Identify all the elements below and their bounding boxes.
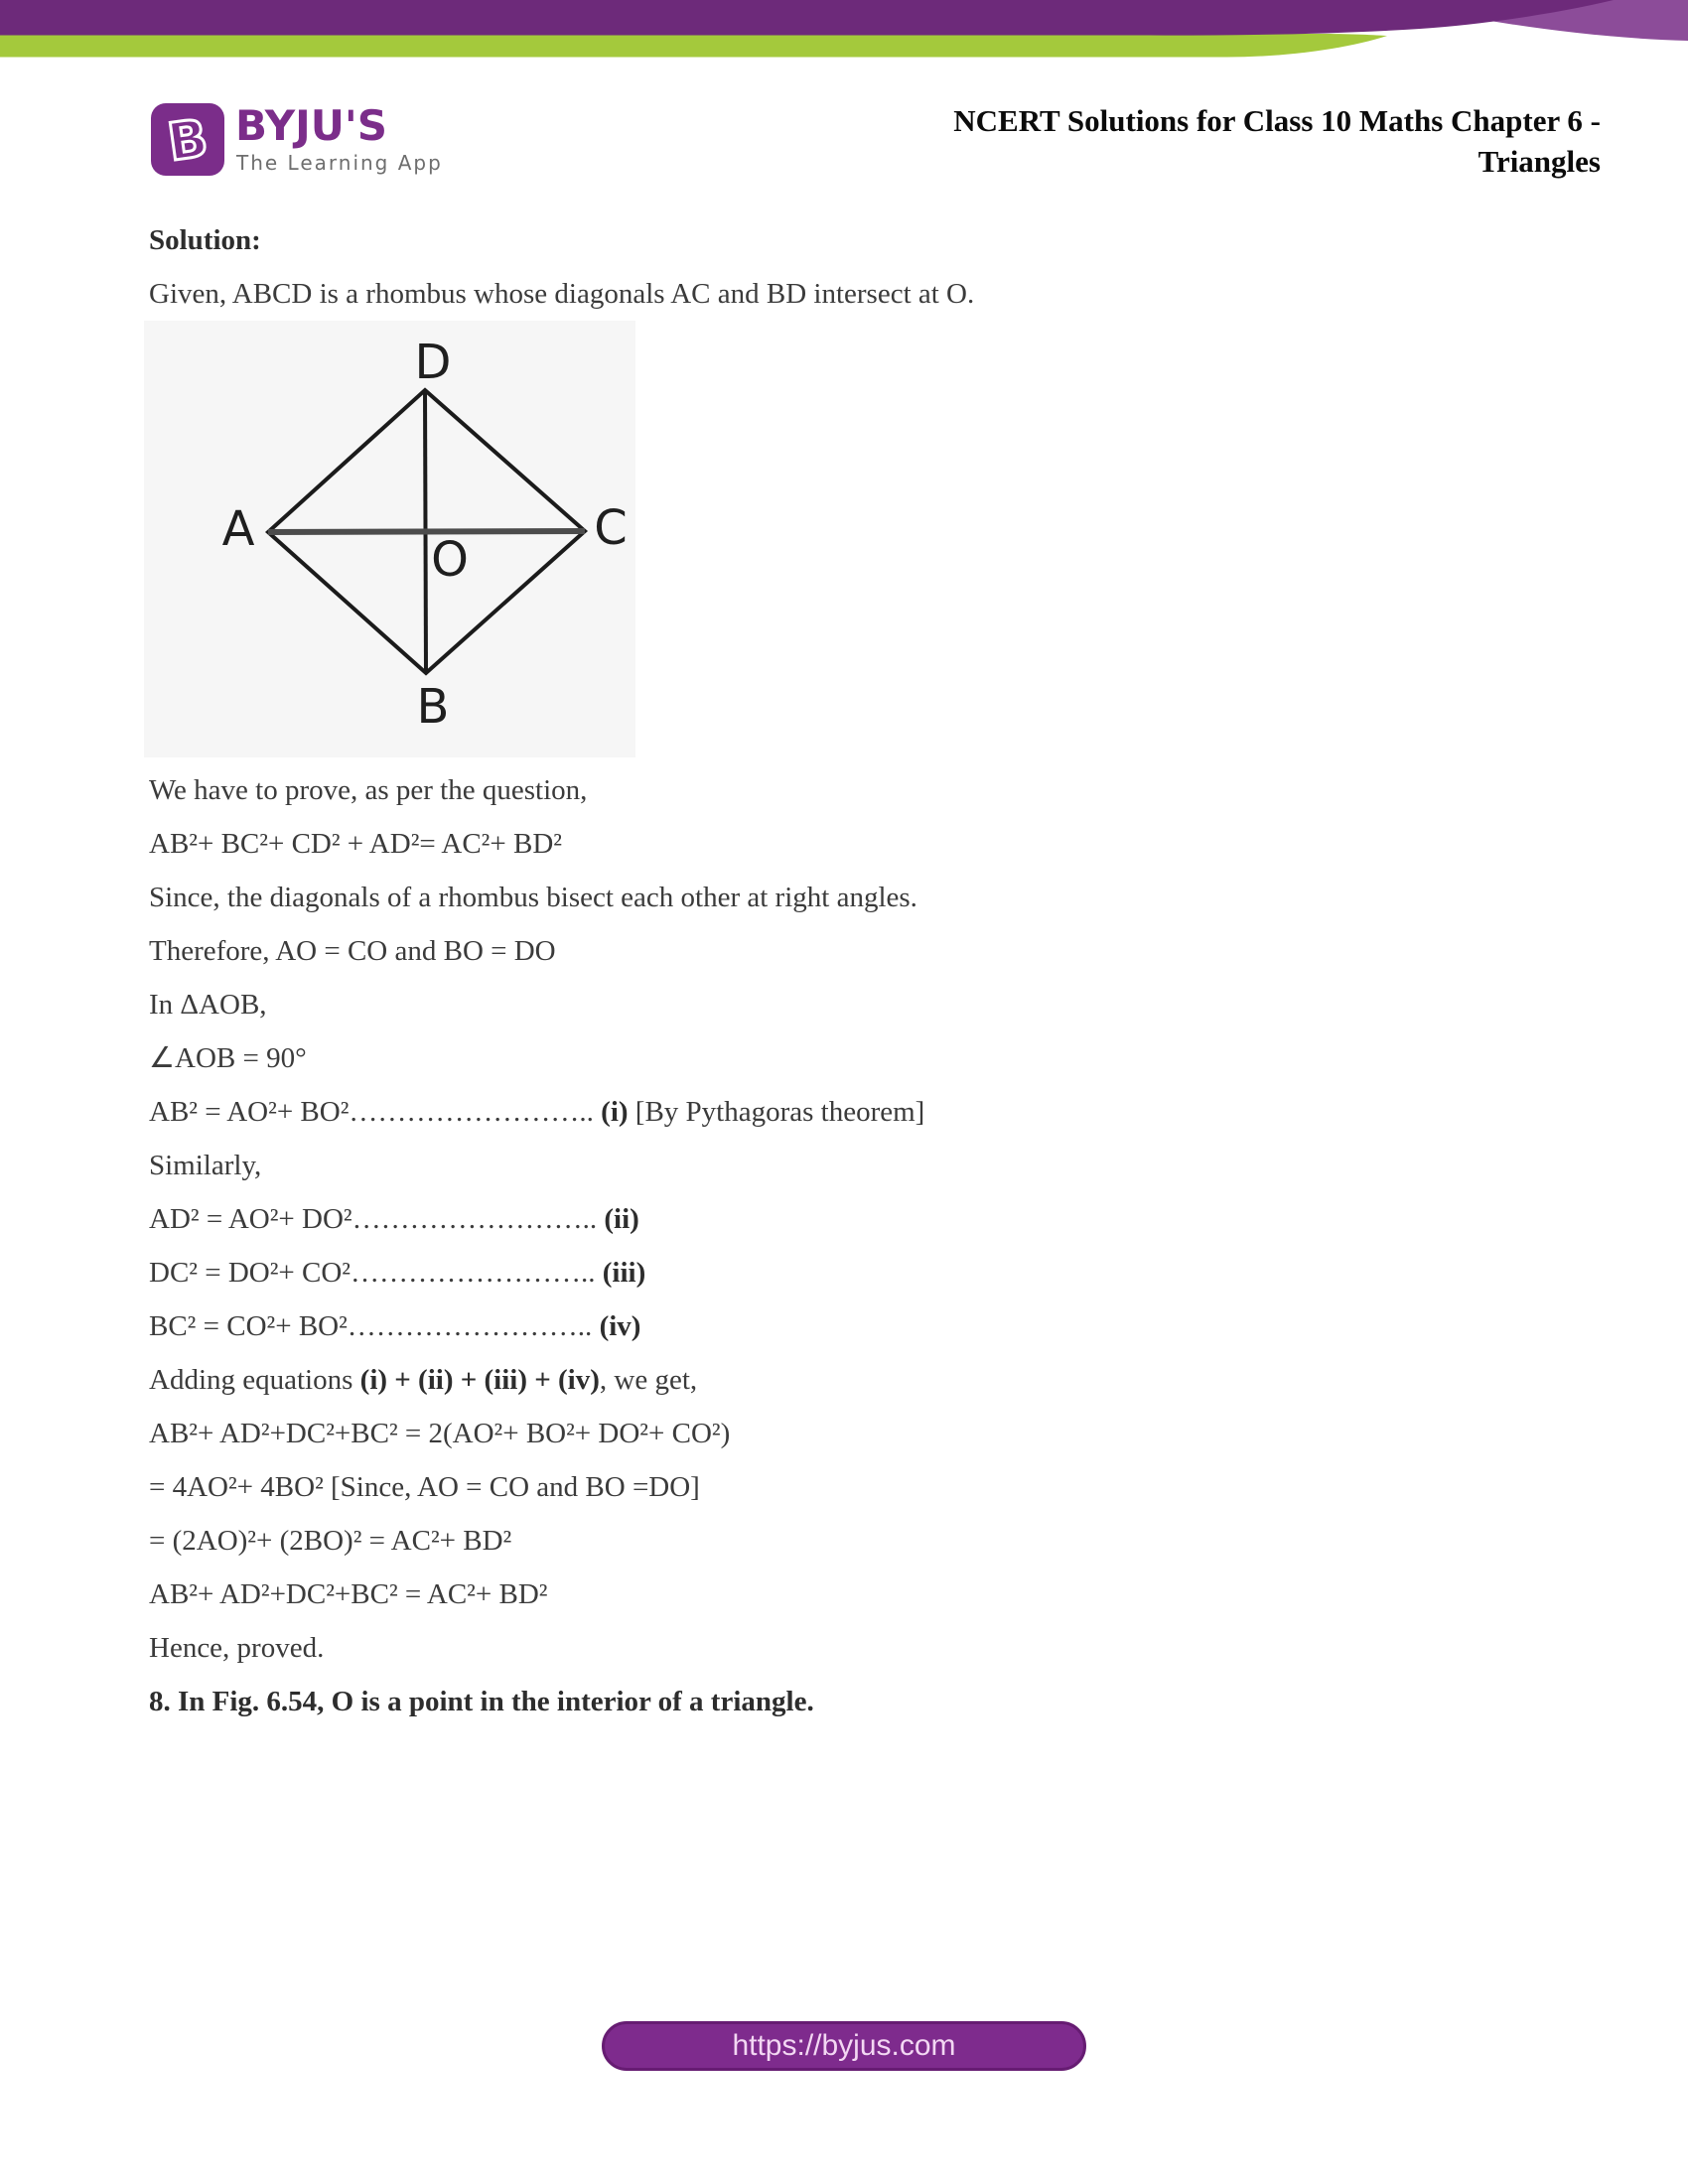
text-block-top <box>149 213 1569 321</box>
text-line: = 4AO²+ 4BO² [Since, AO = CO and BO =DO] <box>149 1471 700 1503</box>
vertex-label-b: B <box>416 679 450 735</box>
rhombus-diagram <box>144 321 635 757</box>
solution-content <box>149 213 1569 1728</box>
logo-brand: BYJU'S <box>235 101 387 150</box>
text-line: Since, the diagonals of a rhombus bisect each other at right angles. <box>149 882 917 913</box>
byjus-url-label: https://byjus.com <box>732 2029 956 2062</box>
text-line: = (2AO)²+ (2BO)² = AC²+ BD² <box>149 1525 512 1557</box>
vertex-label-c: C <box>594 500 628 556</box>
text-line: BC² = CO²+ BO²…………………….. (iv) <box>149 1310 641 1342</box>
text-line: We have to prove, as per the question, <box>149 774 588 806</box>
header-banner <box>0 0 1688 89</box>
vertex-label-d: D <box>414 335 452 390</box>
rhombus-figure <box>144 321 635 757</box>
text-line: Similarly, <box>149 1150 262 1181</box>
byjus-b-letter: B <box>164 108 211 174</box>
text-line: DC² = DO²+ CO²…………………….. (iii) <box>149 1257 646 1289</box>
page-title-line2: Triangles <box>1477 144 1601 179</box>
diagonal-ac <box>268 531 585 532</box>
text-line: ∠AOB = 90° <box>149 1042 307 1074</box>
text-line: Given, ABCD is a rhombus whose diagonals AC and BD intersect at O. <box>149 278 975 310</box>
header-swoosh-dark-purple <box>0 0 1614 36</box>
text-block-bottom <box>149 763 1569 1728</box>
text-line: AB² = AO²+ BO²…………………….. (i) [By Pythagoras theorem] <box>149 1096 925 1128</box>
page-title <box>953 100 1601 182</box>
vertex-label-a: A <box>221 501 255 557</box>
text-line: AD² = AO²+ DO²…………………….. (ii) <box>149 1203 639 1235</box>
text-line: Hence, proved. <box>149 1632 325 1664</box>
byjus-logo <box>150 102 468 182</box>
text-line: AB²+ AD²+DC²+BC² = 2(AO²+ BO²+ DO²+ CO²) <box>149 1418 731 1449</box>
text-line: AB²+ BC²+ CD² + AD²= AC²+ BD² <box>149 828 562 860</box>
text-line: 8. In Fig. 6.54, O is a point in the interior of a triangle. <box>149 1686 814 1717</box>
text-line: Solution: <box>149 224 261 256</box>
page-title-line1: NCERT Solutions for Class 10 Maths Chapter 6 - <box>953 103 1601 138</box>
text-line: In ΔAOB, <box>149 989 267 1021</box>
center-label-o: O <box>431 532 469 588</box>
header-swoosh-green <box>0 34 1387 58</box>
text-line: AB²+ AD²+DC²+BC² = AC²+ BD² <box>149 1578 548 1610</box>
logo-tagline: The Learning App <box>236 151 443 175</box>
text-line: Therefore, AO = CO and BO = DO <box>149 935 556 967</box>
text-line: Adding equations (i) + (ii) + (iii) + (iv), we get, <box>149 1364 698 1396</box>
byjus-url-button[interactable] <box>602 2021 1086 2071</box>
byjus-b-icon <box>150 102 225 177</box>
